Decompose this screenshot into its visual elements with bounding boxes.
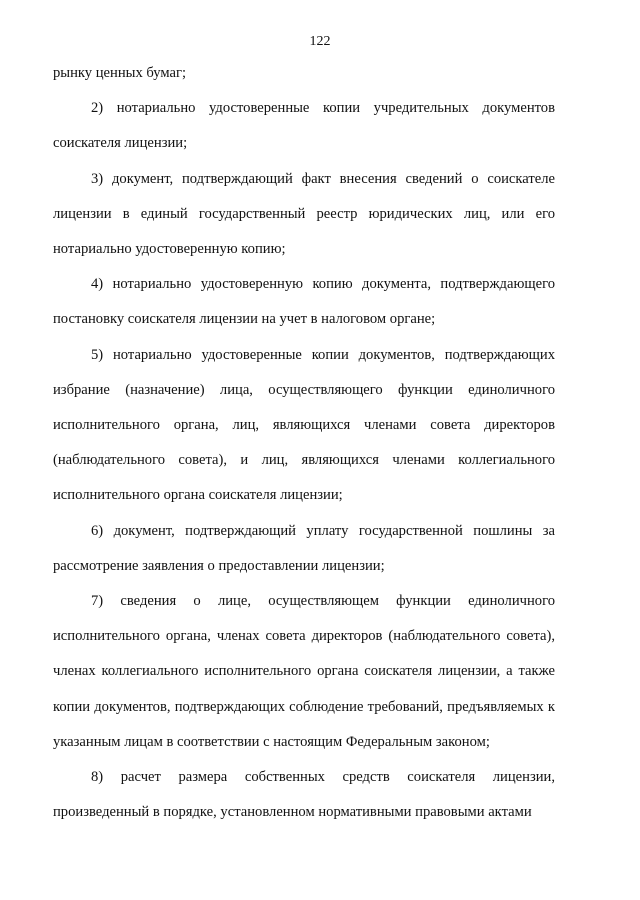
list-item-7: 7) сведения о лице, осуществляющем функции единоличного исполнительного органа, членах совета директоров (наблюдательного совета), членах коллегиального исполнительного органа соискателя лицензии, а также копии документов, подтверждающих соблюдение требований, предъявляемых к указанным лицам в соответствии с настоящим Федеральным законом; <box>53 593 555 750</box>
list-item-4: 4) нотариально удостоверенную копию документа, подтверждающего постановку соискателя лицензии на учет в налоговом органе; <box>53 276 555 328</box>
list-item-8: 8) расчет размера собственных средств соискателя лицензии, произведенный в порядке, установленном нормативными правовыми актами <box>53 769 555 821</box>
page-number: 122 <box>309 34 331 49</box>
paragraph-continuation: рынку ценных бумаг; <box>53 65 187 81</box>
list-item-3: 3) документ, подтверждающий факт внесения сведений о соискателе лицензии в единый государственный реестр юридических лиц, или его нотариально удостоверенную копию; <box>53 170 555 258</box>
list-item-5: 5) нотариально удостоверенные копии документов, подтверждающих избрание (назначение) лица, осуществляющего функции единоличного исполнительного органа, лиц, являющихся членами совета директоров (наблюдательного совета), и лиц, являющихся членами коллегиального исполнительного органа соискателя лицензии; <box>53 346 555 504</box>
document-body <box>53 56 555 830</box>
list-item-6: 6) документ, подтверждающий уплату государственной пошлины за рассмотрение заявления о предоставлении лицензии; <box>53 522 555 574</box>
list-item-2: 2) нотариально удостоверенные копии учредительных документов соискателя лицензии; <box>53 100 555 152</box>
